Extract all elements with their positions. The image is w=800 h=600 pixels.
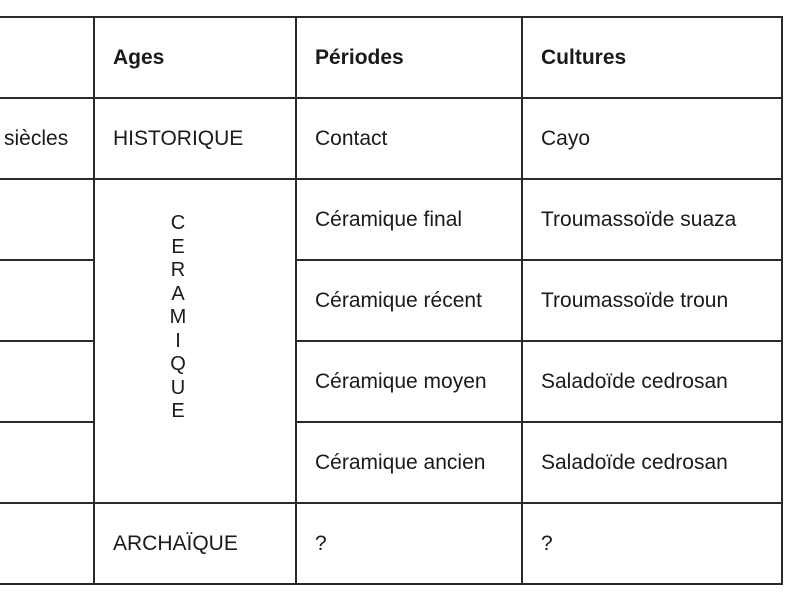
culture-cell: Troumassoïde troun (522, 260, 782, 341)
table-row (0, 503, 782, 584)
periode-cell: Contact (296, 98, 522, 179)
age-letter: C (170, 212, 186, 234)
row-col1-cell (0, 503, 94, 584)
age-letter: M (169, 306, 187, 328)
culture-cell: Saladoïde cedrosan (522, 341, 782, 422)
row-col1-cell (0, 341, 94, 422)
culture-cell: Cayo (522, 98, 782, 179)
age-letter: U (170, 376, 186, 399)
periode-cell: Céramique moyen (296, 341, 522, 422)
header-col1 (0, 17, 94, 98)
header-cultures: Cultures (522, 17, 782, 98)
periode-cell: Céramique récent (296, 260, 522, 341)
table-row (0, 179, 782, 260)
row-col1-cell (0, 422, 94, 503)
periode-cell: Céramique ancien (296, 422, 522, 503)
culture-cell: Troumassoïde suaza (522, 179, 782, 260)
header-periodes: Périodes (296, 17, 522, 98)
culture-cell: ? (522, 503, 782, 584)
table-row (0, 98, 782, 179)
chronology-table (0, 16, 783, 585)
age-letter: Q (170, 353, 186, 375)
row-col1-cell: siècles (0, 98, 94, 179)
row-col1-cell (0, 260, 94, 341)
periode-cell: ? (296, 503, 522, 584)
age-letter: E (171, 400, 185, 422)
header-row (0, 17, 782, 98)
vertical-age-label (94, 212, 295, 424)
age-cell: HISTORIQUE (94, 98, 296, 179)
age-cell-ceramique (94, 179, 296, 503)
culture-cell: Saladoïde cedrosan (522, 422, 782, 503)
age-letter: I (175, 329, 181, 352)
header-ages: Ages (94, 17, 296, 98)
age-cell: ARCHAÏQUE (94, 503, 296, 584)
age-letter: R (170, 259, 186, 281)
row-col1-cell (0, 179, 94, 260)
age-letter: A (171, 282, 185, 305)
age-letter: E (171, 235, 185, 258)
periode-cell: Céramique final (296, 179, 522, 260)
